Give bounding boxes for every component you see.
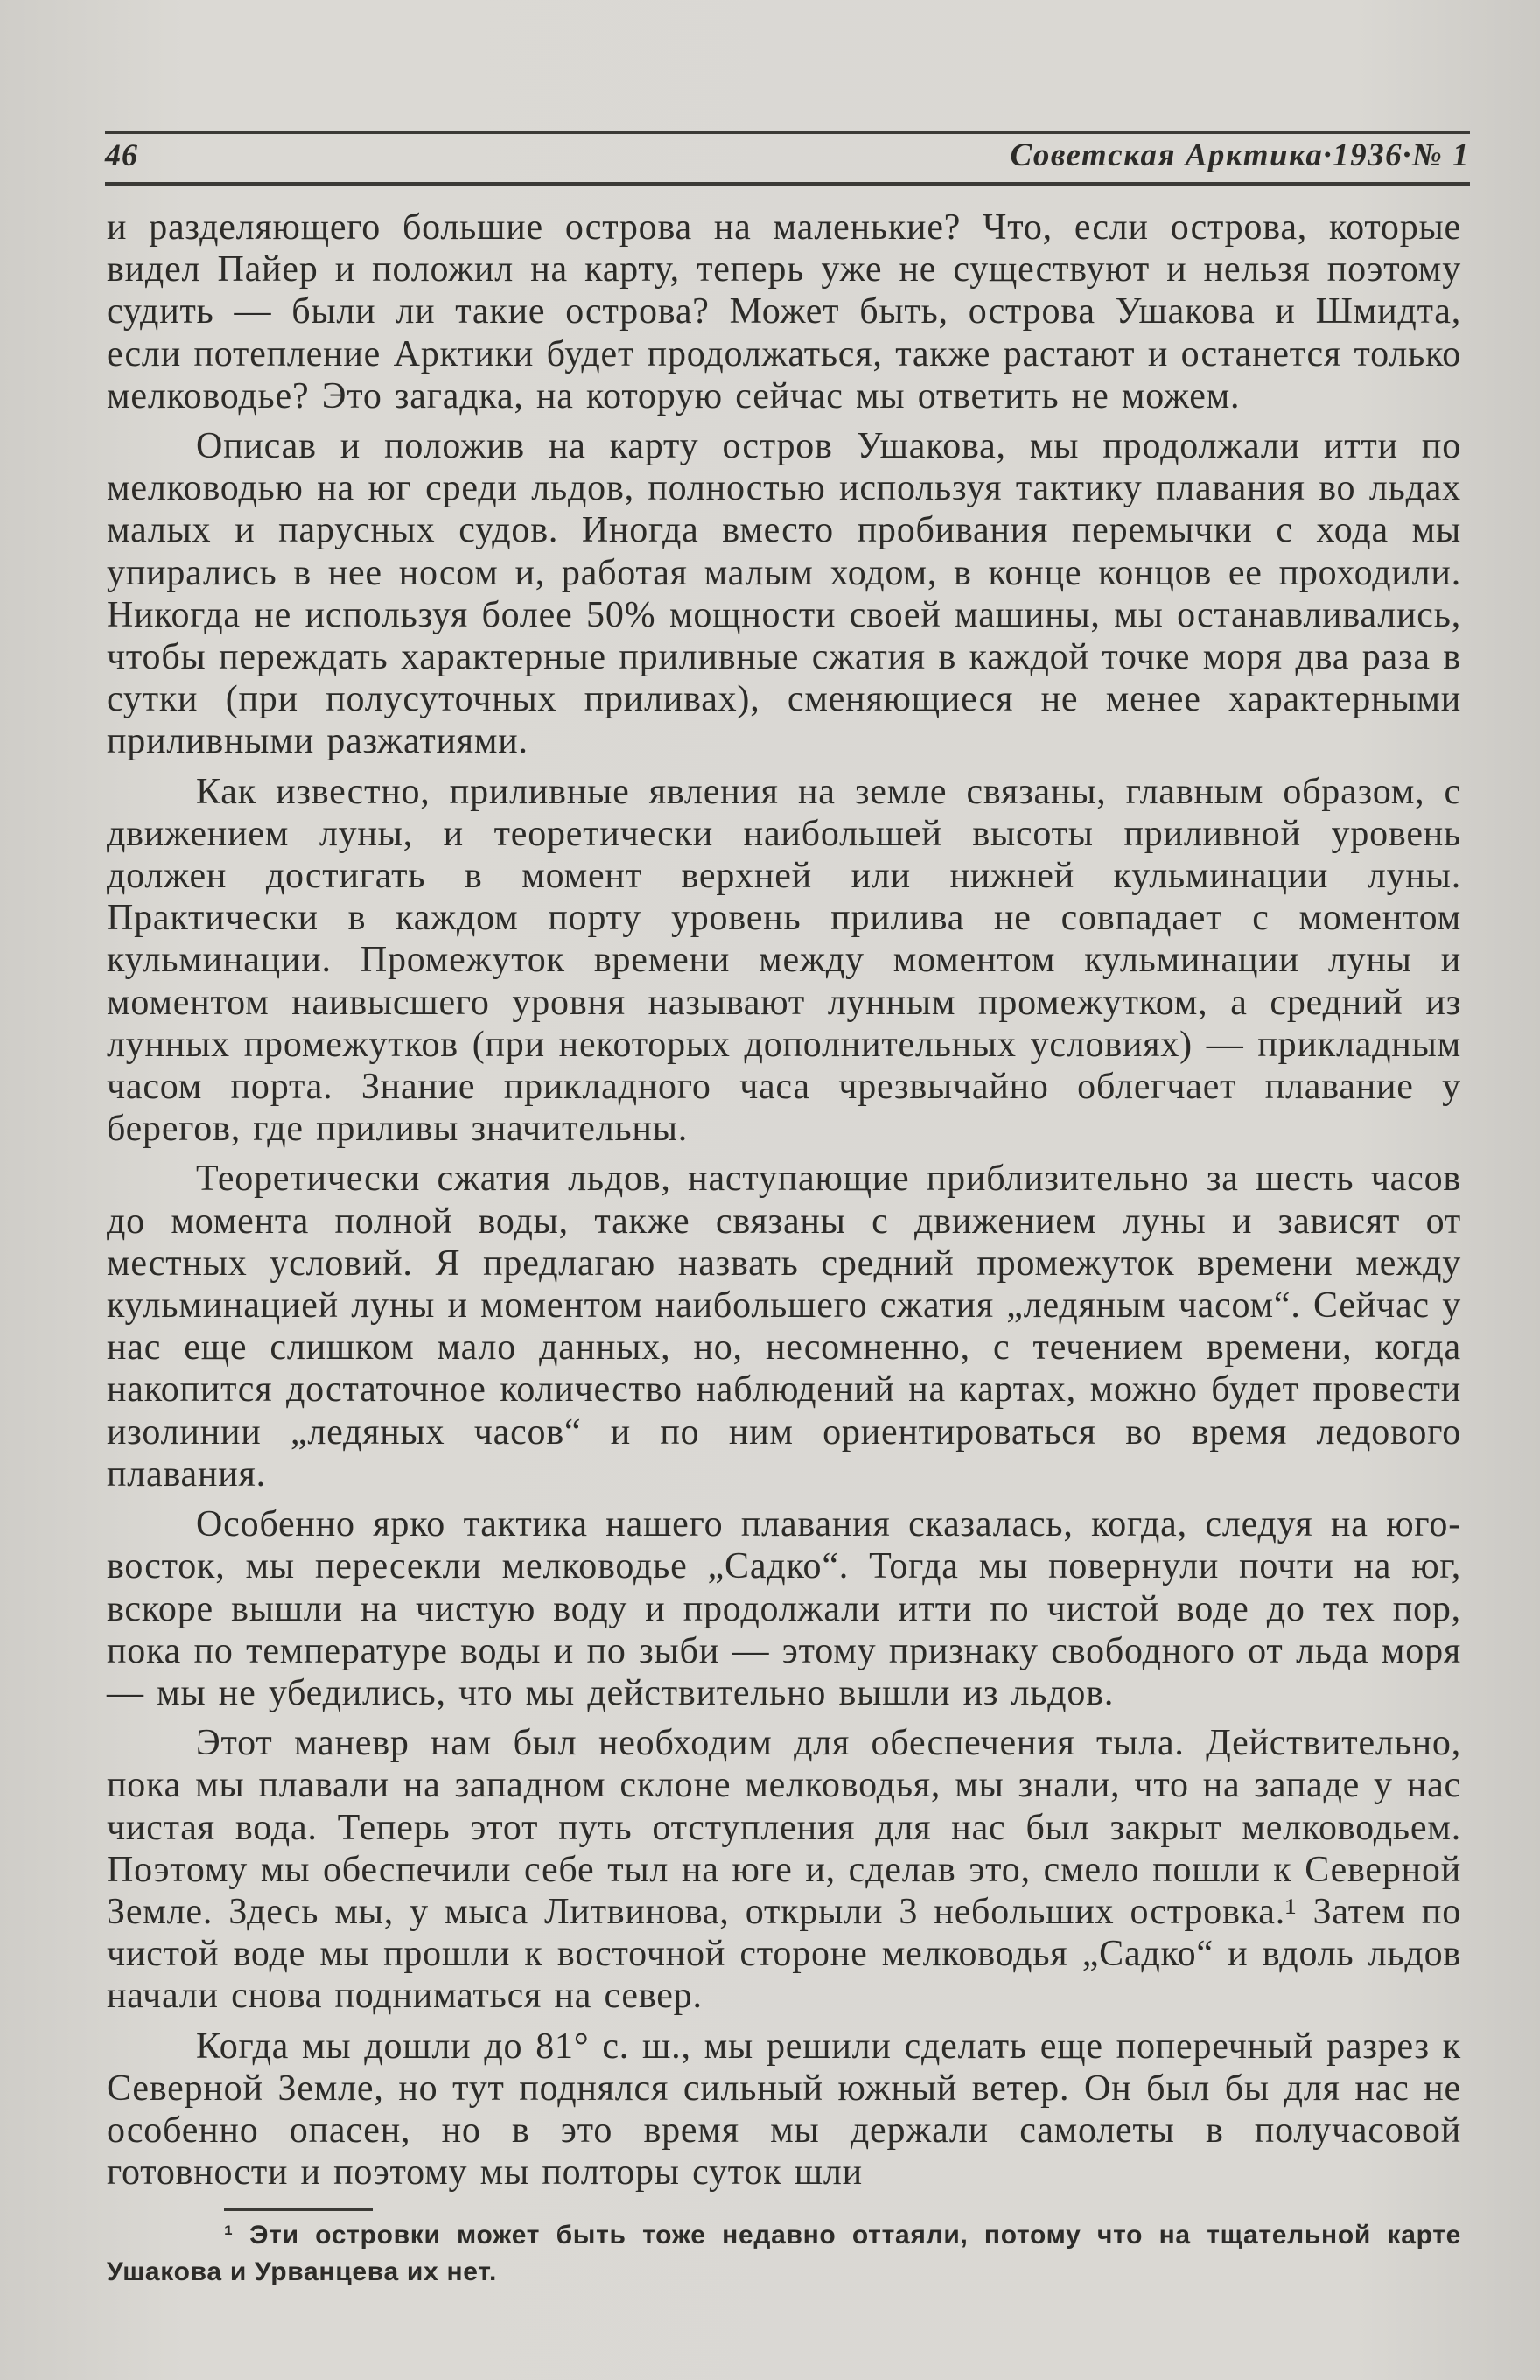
paragraph-3: Как известно, приливные явления на земле связаны, главным образом, с движением луны, и теоретически наибольшей высоты приливной уровень должен достигать в момент верхней или нижней кульминации луны. Практически в каждом порту уровень прилива не совпадает с моментом кульминации. Промежуток времени между моментом кульминации луны и моментом наивысшего уровня называют лунным промежутком, а средний из лунных промежутков (при некоторых дополнительных условиях) — прикладным часом порта. Знание прикладного часа чрезвычайно облегчает плавание у берегов, где приливы значительны. — [107, 771, 1461, 1150]
page-number: 46 — [105, 137, 138, 172]
page-header — [105, 122, 1470, 192]
paragraph-4: Теоретически сжатия льдов, наступающие приблизительно за шесть часов до момента полной воды, также связаны с движением луны и зависят от местных условий. Я предлагаю назвать средний промежуток времени между кульминацией луны и моментом наибольшего сжатия „ледяным часом“. Сейчас у нас еще слишком мало данных, но, несомненно, с течением времени, когда накопится достаточное количество наблюдений на картах, можно будет провести изолинии „ледяных часов“ и по ним ориентироваться во время ледового плавания. — [107, 1158, 1461, 1494]
paragraph-5: Особенно ярко тактика нашего плавания сказалась, когда, следуя на юго-восток, мы пересекли мелководье „Садко“. Тогда мы повернули почти на юг, вскоре вышли на чистую воду и продолжали итти по чистой воде до тех пор, пока по температуре воды и по зыби — этому признаку свободного от льда моря — мы не убедились, что мы действительно вышли из льдов. — [107, 1504, 1461, 1713]
header-top-rule — [105, 131, 1470, 134]
paragraph-6: Этот маневр нам был необходим для обеспечения тыла. Действительно, пока мы плавали на западном склоне мелководья, мы знали, что на западе у нас чистая вода. Теперь этот путь отступления для нас был закрыт мелководьем. Поэтому мы обеспечили себе тыл на юге и, сделав это, смело пошли к Северной Земле. Здесь мы, у мыса Литвинова, открыли 3 небольших островка.¹ Затем по чистой воде мы прошли к восточной стороне мелководья „Садко“ и вдоль льдов начали снова подниматься на север. — [107, 1723, 1461, 2017]
paragraph-1: и разделяющего большие острова на маленькие? Что, если острова, которые видел Пайер и положил на карту, теперь уже не существуют и нельзя поэтому судить — были ли такие острова? Может быть, острова Ушакова и Шмидта, если потепление Арктики будет продолжаться, также растают и останется только мелководье? Это загадка, на которую сейчас мы ответить не можем. — [107, 207, 1461, 416]
paragraph-2: Описав и положив на карту остров Ушакова, мы продолжали итти по мелководью на юг среди льдов, полностью используя тактику плавания во льдах малых и парусных судов. Иногда вместо пробивания перемычки с хода мы упирались в нее носом и, работая малым ходом, в конце концов ее проходили. Никогда не используя более 50% мощности своей машины, мы останавливались, чтобы переждать характерные приливные сжатия в каждой точке моря два раза в сутки (при полусуточных приливах), сменяющиеся не менее характерными приливными разжатиями. — [107, 426, 1461, 762]
paragraph-7: Когда мы дошли до 81° с. ш., мы решили сделать еще поперечный разрез к Северной Земле, но тут поднялся сильный южный ветер. Он был бы для нас не особенно опасен, но в это время мы держали самолеты в получасовой готовности и поэтому мы полторы суток шли — [107, 2026, 1461, 2194]
running-title: Советская Арктика·1936·№ 1 — [1010, 137, 1470, 173]
article-body — [107, 206, 1461, 2194]
footnote-separator — [224, 2208, 373, 2211]
footnote: ¹ Эти островки может быть тоже недавно оттаяли, потому что на тщательной карте Ушакова и Урванцева их нет. — [107, 2221, 1461, 2286]
header-bottom-rule — [105, 182, 1470, 186]
